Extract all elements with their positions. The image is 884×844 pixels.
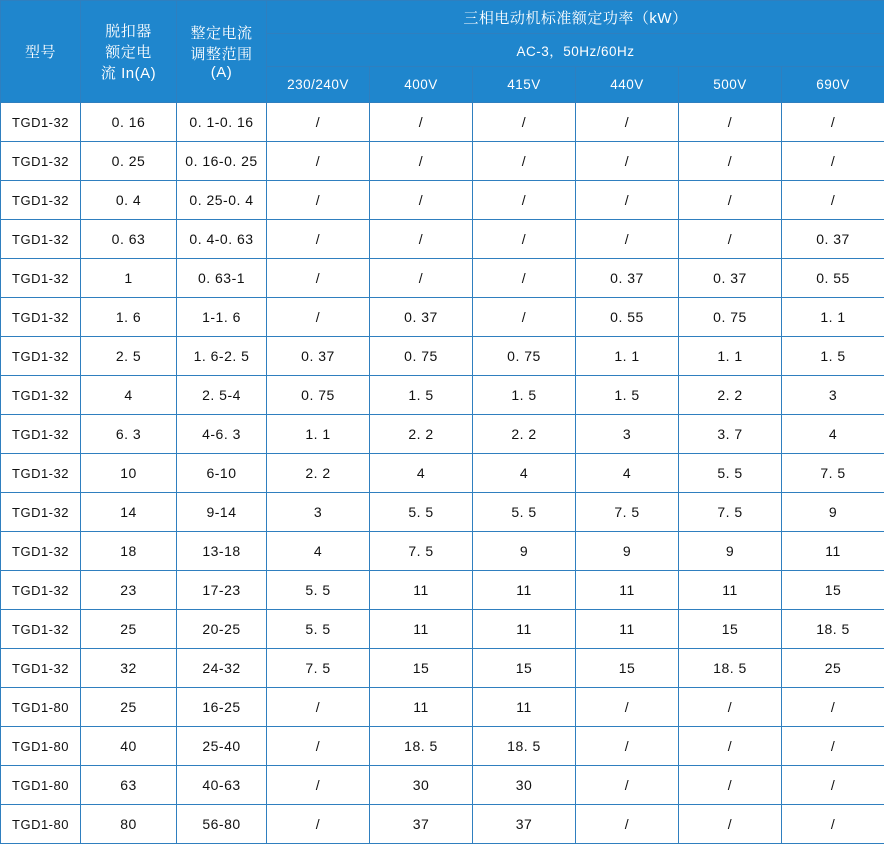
cell-power-400V: 11	[370, 571, 473, 610]
cell-power-500V: /	[679, 688, 782, 727]
cell-power-500V: 11	[679, 571, 782, 610]
table-row	[1, 610, 884, 649]
cell-power-230/240V: /	[267, 766, 370, 805]
cell-power-415V: 4	[473, 454, 576, 493]
cell-adjust-range: 9-14	[177, 493, 267, 532]
cell-power-440V: /	[576, 766, 679, 805]
cell-power-440V: /	[576, 220, 679, 259]
cell-power-690V: 1. 5	[782, 337, 884, 376]
cell-adjust-range: 40-63	[177, 766, 267, 805]
cell-adjust-range: 16-25	[177, 688, 267, 727]
cell-power-230/240V: /	[267, 688, 370, 727]
cell-power-400V: /	[370, 103, 473, 142]
cell-power-440V: /	[576, 805, 679, 844]
cell-power-690V: 18. 5	[782, 610, 884, 649]
table-row	[1, 259, 884, 298]
table-header	[1, 1, 884, 103]
cell-power-415V: 2. 2	[473, 415, 576, 454]
cell-power-690V: 3	[782, 376, 884, 415]
cell-rated-current: 4	[81, 376, 177, 415]
cell-power-440V: 1. 5	[576, 376, 679, 415]
cell-power-440V: 7. 5	[576, 493, 679, 532]
cell-power-415V: 0. 75	[473, 337, 576, 376]
cell-power-415V: /	[473, 103, 576, 142]
header-adjust-range-line-1: 整定电流	[178, 22, 265, 43]
table-row	[1, 649, 884, 688]
cell-power-415V: 37	[473, 805, 576, 844]
table-row	[1, 727, 884, 766]
cell-power-400V: 15	[370, 649, 473, 688]
cell-power-400V: 0. 75	[370, 337, 473, 376]
cell-rated-current: 32	[81, 649, 177, 688]
cell-power-230/240V: /	[267, 220, 370, 259]
cell-adjust-range: 4-6. 3	[177, 415, 267, 454]
cell-rated-current: 0. 4	[81, 181, 177, 220]
cell-power-400V: 0. 37	[370, 298, 473, 337]
cell-power-230/240V: /	[267, 142, 370, 181]
cell-power-500V: 15	[679, 610, 782, 649]
cell-power-690V: 1. 1	[782, 298, 884, 337]
cell-power-415V: /	[473, 220, 576, 259]
cell-power-415V: /	[473, 259, 576, 298]
cell-power-690V: /	[782, 142, 884, 181]
cell-power-230/240V: 4	[267, 532, 370, 571]
cell-power-690V: 7. 5	[782, 454, 884, 493]
header-adjust-range-line-2: 调整范围	[178, 43, 265, 64]
cell-rated-current: 2. 5	[81, 337, 177, 376]
header-voltage-440v: 440V	[576, 67, 679, 103]
table-row	[1, 805, 884, 844]
header-group-sub: AC-3，50Hz/60Hz	[267, 34, 884, 67]
cell-power-440V: /	[576, 142, 679, 181]
table-row	[1, 376, 884, 415]
cell-power-500V: /	[679, 727, 782, 766]
header-voltage-400v: 400V	[370, 67, 473, 103]
cell-power-400V: 37	[370, 805, 473, 844]
cell-adjust-range: 20-25	[177, 610, 267, 649]
header-voltage-415v: 415V	[473, 67, 576, 103]
cell-adjust-range: 25-40	[177, 727, 267, 766]
cell-power-440V: 9	[576, 532, 679, 571]
cell-rated-current: 10	[81, 454, 177, 493]
cell-power-690V: 11	[782, 532, 884, 571]
cell-power-230/240V: /	[267, 727, 370, 766]
cell-power-690V: 15	[782, 571, 884, 610]
cell-rated-current: 0. 63	[81, 220, 177, 259]
cell-power-500V: 9	[679, 532, 782, 571]
cell-power-415V: 11	[473, 688, 576, 727]
cell-power-400V: 11	[370, 610, 473, 649]
cell-power-440V: /	[576, 688, 679, 727]
cell-model: TGD1-32	[1, 337, 81, 376]
header-rated-current-line-1: 脱扣器	[82, 20, 175, 41]
cell-model: TGD1-80	[1, 805, 81, 844]
cell-power-500V: /	[679, 766, 782, 805]
cell-power-500V: 18. 5	[679, 649, 782, 688]
cell-adjust-range: 0. 25-0. 4	[177, 181, 267, 220]
cell-power-230/240V: /	[267, 103, 370, 142]
table-body	[1, 103, 884, 844]
header-voltage-690v: 690V	[782, 67, 884, 103]
cell-rated-current: 25	[81, 610, 177, 649]
cell-power-500V: /	[679, 805, 782, 844]
cell-power-690V: 0. 37	[782, 220, 884, 259]
cell-power-230/240V: 7. 5	[267, 649, 370, 688]
cell-adjust-range: 56-80	[177, 805, 267, 844]
cell-power-690V: /	[782, 181, 884, 220]
cell-model: TGD1-32	[1, 610, 81, 649]
cell-model: TGD1-32	[1, 181, 81, 220]
cell-power-440V: 11	[576, 610, 679, 649]
cell-power-440V: 0. 55	[576, 298, 679, 337]
cell-adjust-range: 0. 4-0. 63	[177, 220, 267, 259]
cell-power-440V: /	[576, 727, 679, 766]
header-group-title: 三相电动机标准额定功率（kW）	[267, 1, 884, 34]
cell-power-230/240V: /	[267, 805, 370, 844]
cell-model: TGD1-32	[1, 103, 81, 142]
cell-power-400V: /	[370, 142, 473, 181]
table-row	[1, 493, 884, 532]
cell-power-415V: 11	[473, 610, 576, 649]
cell-adjust-range: 6-10	[177, 454, 267, 493]
cell-rated-current: 63	[81, 766, 177, 805]
cell-rated-current: 18	[81, 532, 177, 571]
cell-power-690V: 4	[782, 415, 884, 454]
cell-model: TGD1-32	[1, 142, 81, 181]
cell-adjust-range: 13-18	[177, 532, 267, 571]
cell-power-500V: 1. 1	[679, 337, 782, 376]
cell-power-230/240V: 0. 75	[267, 376, 370, 415]
cell-power-690V: /	[782, 103, 884, 142]
cell-model: TGD1-80	[1, 727, 81, 766]
cell-adjust-range: 2. 5-4	[177, 376, 267, 415]
cell-power-440V: /	[576, 103, 679, 142]
cell-power-230/240V: /	[267, 181, 370, 220]
cell-power-400V: /	[370, 181, 473, 220]
cell-rated-current: 25	[81, 688, 177, 727]
header-rated-current-line-2: 额定电	[82, 41, 175, 62]
table-row	[1, 103, 884, 142]
cell-rated-current: 6. 3	[81, 415, 177, 454]
cell-power-500V: /	[679, 142, 782, 181]
cell-power-500V: /	[679, 103, 782, 142]
cell-adjust-range: 24-32	[177, 649, 267, 688]
cell-power-690V: 25	[782, 649, 884, 688]
cell-power-415V: /	[473, 181, 576, 220]
cell-power-500V: 0. 37	[679, 259, 782, 298]
cell-power-440V: 4	[576, 454, 679, 493]
cell-power-415V: 30	[473, 766, 576, 805]
cell-power-230/240V: 5. 5	[267, 571, 370, 610]
cell-model: TGD1-32	[1, 493, 81, 532]
table-row	[1, 766, 884, 805]
cell-model: TGD1-32	[1, 649, 81, 688]
cell-power-440V: 3	[576, 415, 679, 454]
cell-power-415V: 1. 5	[473, 376, 576, 415]
cell-power-690V: /	[782, 727, 884, 766]
cell-power-415V: 9	[473, 532, 576, 571]
header-rated-current-line-3: 流 In(A)	[82, 62, 175, 83]
cell-model: TGD1-32	[1, 298, 81, 337]
cell-power-500V: 2. 2	[679, 376, 782, 415]
cell-power-500V: 3. 7	[679, 415, 782, 454]
cell-rated-current: 1	[81, 259, 177, 298]
table-row	[1, 181, 884, 220]
cell-power-440V: /	[576, 181, 679, 220]
cell-rated-current: 0. 16	[81, 103, 177, 142]
cell-model: TGD1-32	[1, 259, 81, 298]
cell-model: TGD1-32	[1, 571, 81, 610]
cell-power-230/240V: /	[267, 298, 370, 337]
cell-power-440V: 11	[576, 571, 679, 610]
cell-power-400V: 18. 5	[370, 727, 473, 766]
cell-power-230/240V: 0. 37	[267, 337, 370, 376]
table-row	[1, 532, 884, 571]
table-row	[1, 571, 884, 610]
header-voltage-230-240v: 230/240V	[267, 67, 370, 103]
cell-power-440V: 15	[576, 649, 679, 688]
cell-model: TGD1-32	[1, 376, 81, 415]
cell-adjust-range: 0. 1-0. 16	[177, 103, 267, 142]
cell-power-400V: 1. 5	[370, 376, 473, 415]
table-row	[1, 415, 884, 454]
table-row	[1, 688, 884, 727]
header-rated-current	[81, 1, 177, 103]
table-row	[1, 142, 884, 181]
cell-power-400V: 7. 5	[370, 532, 473, 571]
header-row-group-title	[1, 1, 884, 34]
cell-power-230/240V: /	[267, 259, 370, 298]
cell-power-230/240V: 5. 5	[267, 610, 370, 649]
cell-power-500V: 0. 75	[679, 298, 782, 337]
cell-model: TGD1-80	[1, 688, 81, 727]
cell-rated-current: 40	[81, 727, 177, 766]
cell-power-415V: 15	[473, 649, 576, 688]
cell-power-440V: 0. 37	[576, 259, 679, 298]
cell-adjust-range: 17-23	[177, 571, 267, 610]
cell-power-415V: 5. 5	[473, 493, 576, 532]
cell-power-690V: 0. 55	[782, 259, 884, 298]
cell-power-415V: 18. 5	[473, 727, 576, 766]
cell-adjust-range: 0. 16-0. 25	[177, 142, 267, 181]
cell-power-690V: /	[782, 688, 884, 727]
cell-power-440V: 1. 1	[576, 337, 679, 376]
cell-rated-current: 14	[81, 493, 177, 532]
cell-power-500V: /	[679, 220, 782, 259]
cell-rated-current: 1. 6	[81, 298, 177, 337]
cell-adjust-range: 1-1. 6	[177, 298, 267, 337]
cell-power-400V: 4	[370, 454, 473, 493]
cell-power-400V: 2. 2	[370, 415, 473, 454]
header-model: 型号	[1, 1, 81, 103]
cell-power-400V: /	[370, 259, 473, 298]
cell-power-690V: 9	[782, 493, 884, 532]
cell-power-415V: 11	[473, 571, 576, 610]
header-adjust-range-line-3: (A)	[178, 64, 265, 81]
cell-power-500V: /	[679, 181, 782, 220]
header-adjust-range	[177, 1, 267, 103]
cell-power-400V: 11	[370, 688, 473, 727]
cell-power-500V: 7. 5	[679, 493, 782, 532]
cell-rated-current: 23	[81, 571, 177, 610]
cell-model: TGD1-80	[1, 766, 81, 805]
cell-model: TGD1-32	[1, 454, 81, 493]
cell-rated-current: 0. 25	[81, 142, 177, 181]
cell-power-500V: 5. 5	[679, 454, 782, 493]
cell-power-230/240V: 3	[267, 493, 370, 532]
cell-power-400V: /	[370, 220, 473, 259]
table-row	[1, 454, 884, 493]
cell-model: TGD1-32	[1, 220, 81, 259]
table-row	[1, 220, 884, 259]
cell-power-415V: /	[473, 142, 576, 181]
cell-adjust-range: 1. 6-2. 5	[177, 337, 267, 376]
cell-power-230/240V: 2. 2	[267, 454, 370, 493]
header-voltage-500v: 500V	[679, 67, 782, 103]
table-row	[1, 337, 884, 376]
table-row	[1, 298, 884, 337]
cell-power-230/240V: 1. 1	[267, 415, 370, 454]
cell-power-400V: 5. 5	[370, 493, 473, 532]
cell-model: TGD1-32	[1, 532, 81, 571]
cell-power-415V: /	[473, 298, 576, 337]
cell-rated-current: 80	[81, 805, 177, 844]
cell-power-690V: /	[782, 766, 884, 805]
cell-model: TGD1-32	[1, 415, 81, 454]
cell-power-690V: /	[782, 805, 884, 844]
cell-power-400V: 30	[370, 766, 473, 805]
cell-adjust-range: 0. 63-1	[177, 259, 267, 298]
